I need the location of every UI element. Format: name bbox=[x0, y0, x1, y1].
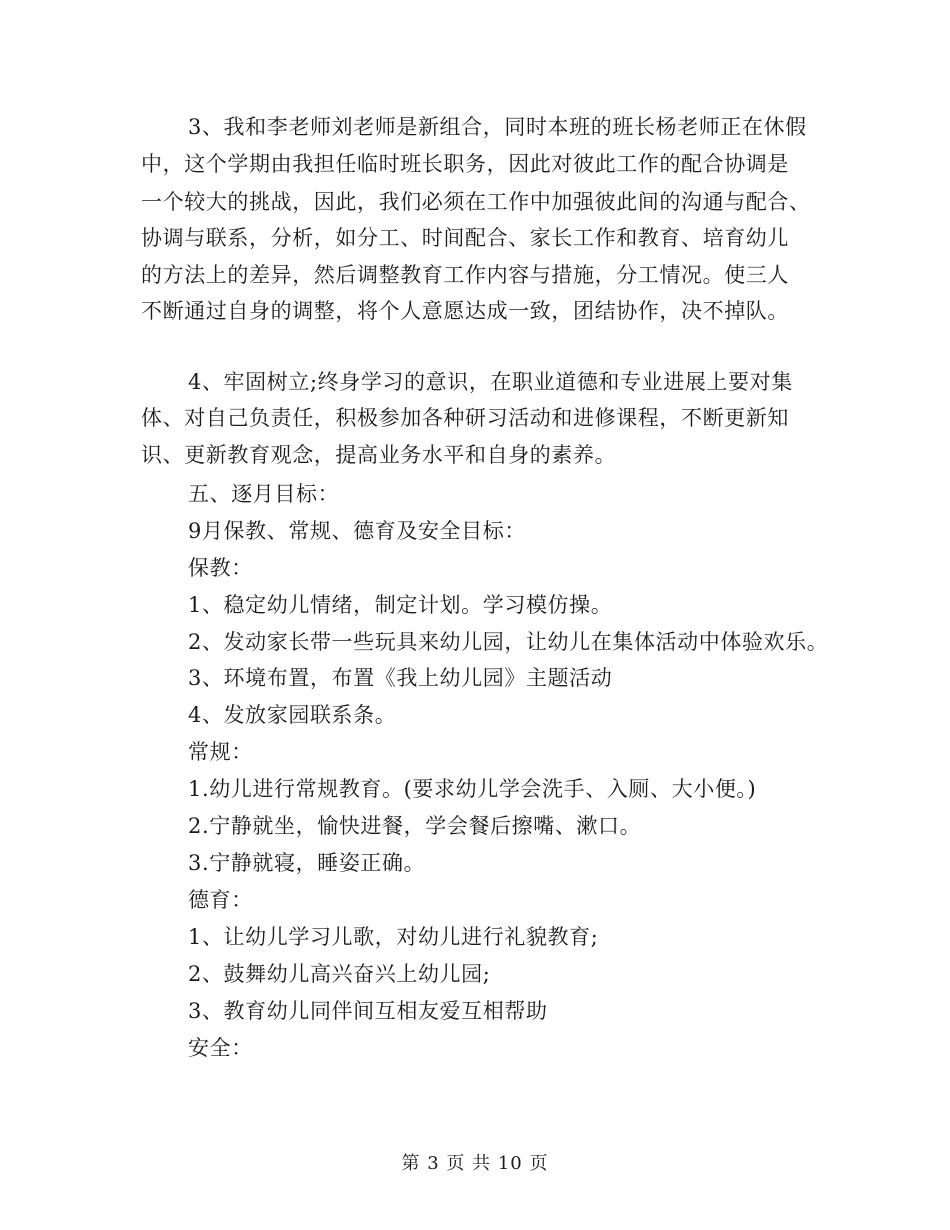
text-line: 体、对自己负责任，积极参加各种研习活动和进修课程，不断更新知 bbox=[141, 406, 789, 430]
list-item: 3.宁静就寝，睡姿正确。 bbox=[188, 851, 426, 875]
list-item: 3、教育幼儿同伴间互相友爱互相帮助 bbox=[188, 999, 548, 1023]
changgui-heading: 常规： bbox=[188, 740, 253, 764]
list-item: 2、发动家长带一些玩具来幼儿园，让幼儿在集体活动中体验欢乐。 bbox=[188, 630, 829, 654]
deyu-heading: 德育： bbox=[188, 888, 253, 912]
section-heading: 五、逐月目标： bbox=[188, 482, 340, 506]
list-item: 1.幼儿进行常规教育。(要求幼儿学会洗手、入厕、大小便。) bbox=[188, 777, 757, 801]
list-item: 2、鼓舞幼儿高兴奋兴上幼儿园; bbox=[188, 962, 491, 986]
text-line: 协调与联系，分析，如分工、时间配合、家长工作和教育、培育幼儿 bbox=[141, 226, 789, 250]
text-line: 一个较大的挑战，因此，我们必须在工作中加强彼此间的沟通与配合、 bbox=[141, 190, 811, 214]
baojiao-heading: 保教： bbox=[188, 556, 253, 580]
text-line: 中，这个学期由我担任临时班长职务，因此对彼此工作的配合协调是 bbox=[141, 152, 789, 176]
list-item: 1、让幼儿学习儿歌，对幼儿进行礼貌教育; bbox=[188, 925, 599, 949]
text-line: 识、更新教育观念，提高业务水平和自身的素养。 bbox=[141, 443, 617, 467]
page-number-footer: 第 3 页 共 10 页 bbox=[401, 1153, 549, 1174]
list-item: 1、稳定幼儿情绪，制定计划。学习模仿操。 bbox=[188, 593, 613, 617]
list-item: 2.宁静就坐，愉快进餐，学会餐后擦嘴、漱口。 bbox=[188, 814, 642, 838]
text-line: 4、牢固树立;终身学习的意识，在职业道德和专业进展上要对集 bbox=[188, 370, 793, 394]
text-line: 不断通过自身的调整，将个人意愿达成一致，团结协作，决不掉队。 bbox=[141, 299, 789, 323]
text-line: 的方法上的差异，然后调整教育工作内容与措施，分工情况。使三人 bbox=[141, 263, 789, 287]
list-item: 3、环境布置，布置《我上幼儿园》主题活动 bbox=[188, 666, 613, 690]
list-item: 4、发放家园联系条。 bbox=[188, 703, 397, 727]
anquan-heading: 安全： bbox=[188, 1036, 253, 1060]
text-line: 3、我和李老师刘老师是新组合，同时本班的班长杨老师正在休假 bbox=[188, 115, 807, 139]
month-heading: 9月保教、常规、德育及安全目标： bbox=[188, 519, 526, 543]
